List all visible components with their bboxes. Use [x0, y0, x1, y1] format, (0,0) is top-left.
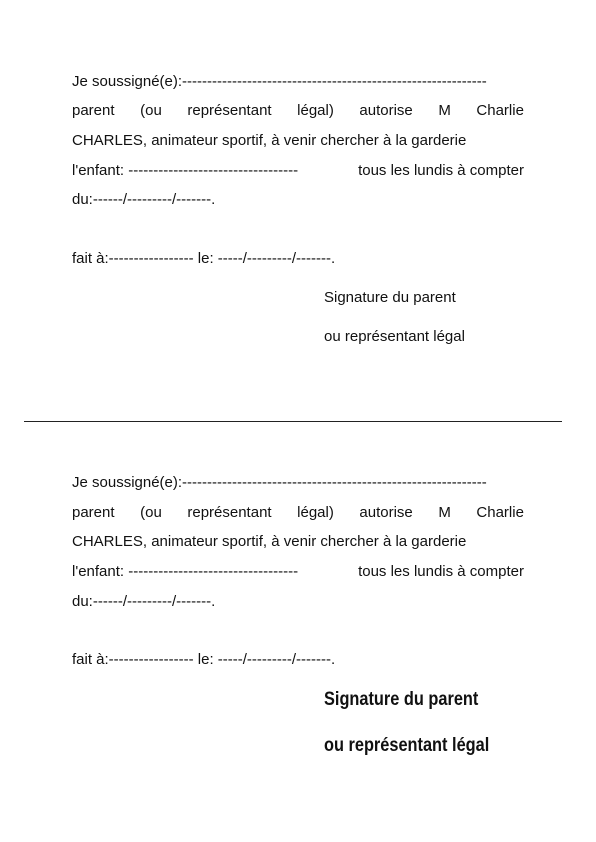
- form-1-word: M: [438, 102, 451, 119]
- cut-separator-line: [24, 421, 562, 422]
- form-2-line-du: du:------/---------/-------.: [72, 593, 216, 610]
- form-2-enfant-label: l'enfant: ----------------------------------: [72, 563, 299, 580]
- form-1-word: parent: [72, 102, 115, 119]
- form-1-lundis-text: tous les lundis à compter: [358, 162, 524, 179]
- form-1-signature-label: Signature du parent: [324, 289, 456, 306]
- form-1-signature-label-2: ou représentant légal: [324, 328, 465, 345]
- form-1-word: (ou: [140, 102, 162, 119]
- form-2-word: autorise: [359, 504, 413, 521]
- form-1-line-du: du:------/---------/-------.: [72, 191, 216, 208]
- form-1-enfant-label: l'enfant: ----------------------------------: [72, 162, 299, 179]
- form-1-line-fait: fait à:----------------- le: -----/---------/-------.: [72, 250, 336, 267]
- form-2-line-fait: fait à:----------------- le: -----/---------/-------.: [72, 651, 336, 668]
- form-2-word: représentant: [187, 504, 272, 521]
- form-1-line-enfant: [72, 162, 524, 180]
- form-1-word: légal): [297, 102, 334, 119]
- form-2-word: parent: [72, 504, 115, 521]
- form-2-word: M: [438, 504, 451, 521]
- form-2-signature-label-2: ou représentant légal: [324, 735, 490, 756]
- form-2-line-enfant: [72, 563, 524, 581]
- form-1-word: représentant: [187, 102, 272, 119]
- form-1-line-parent: [72, 102, 524, 120]
- form-2-line-parent: [72, 504, 524, 522]
- form-2-signature-label: Signature du parent: [324, 689, 479, 710]
- form-1-line-soussigne: Je soussigné(e):-------------------------------------------------------------: [72, 73, 487, 90]
- form-2-line-charles: CHARLES, animateur sportif, à venir chercher à la garderie: [72, 533, 467, 550]
- form-2-word: Charlie: [476, 504, 524, 521]
- form-2-lundis-text: tous les lundis à compter: [358, 563, 524, 580]
- form-1-word: Charlie: [476, 102, 524, 119]
- form-2-word: (ou: [140, 504, 162, 521]
- form-2-word: légal): [297, 504, 334, 521]
- form-1-word: autorise: [359, 102, 413, 119]
- form-2-line-soussigne: Je soussigné(e):-------------------------------------------------------------: [72, 474, 487, 491]
- form-1-line-charles: CHARLES, animateur sportif, à venir chercher à la garderie: [72, 132, 467, 149]
